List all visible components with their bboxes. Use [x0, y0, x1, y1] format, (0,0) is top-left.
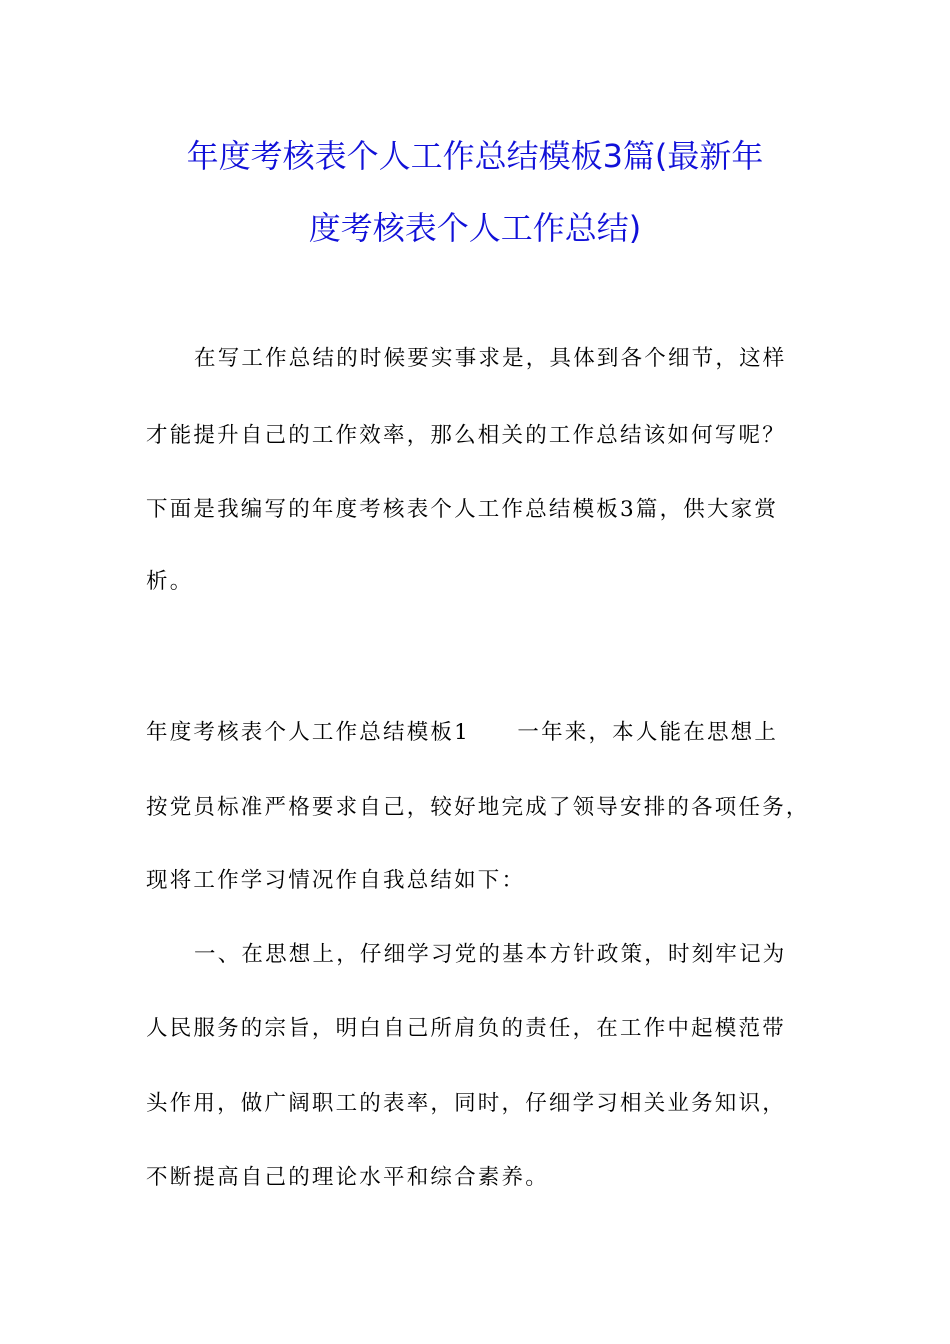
intro-paragraph-line-4: 析。: [146, 569, 194, 594]
section1-paragraph-line-2: 按党员标准严格要求自己，较好地完成了领导安排的各项任务，: [146, 795, 810, 820]
point1-paragraph-line-4: 不断提高自己的理论水平和综合素养。: [146, 1165, 549, 1190]
point1-paragraph-line-1: 一、在思想上，仔细学习党的基本方针政策，时刻牢记为: [194, 942, 787, 967]
document-title-line-2: 度考核表个人工作总结): [308, 209, 642, 247]
intro-paragraph-line-2: 才能提升自己的工作效率，那么相关的工作总结该如何写呢？: [146, 423, 786, 448]
intro-paragraph-line-1: 在写工作总结的时候要实事求是，具体到各个细节，这样: [194, 346, 787, 371]
document-title-line-1: 年度考核表个人工作总结模板3篇(最新年: [186, 137, 764, 175]
intro-paragraph-line-3: 下面是我编写的年度考核表个人工作总结模板3篇，供大家赏: [146, 497, 779, 522]
point1-paragraph-line-2: 人民服务的宗旨，明白自己所肩负的责任，在工作中起模范带: [146, 1016, 786, 1041]
section1-paragraph-line-3: 现将工作学习情况作自我总结如下：: [146, 868, 526, 893]
point1-paragraph-line-3: 头作用，做广阔职工的表率，同时，仔细学习相关业务知识，: [146, 1091, 786, 1116]
section1-paragraph-line-1: 年度考核表个人工作总结模板1 一年来，本人能在思想上: [146, 720, 779, 745]
